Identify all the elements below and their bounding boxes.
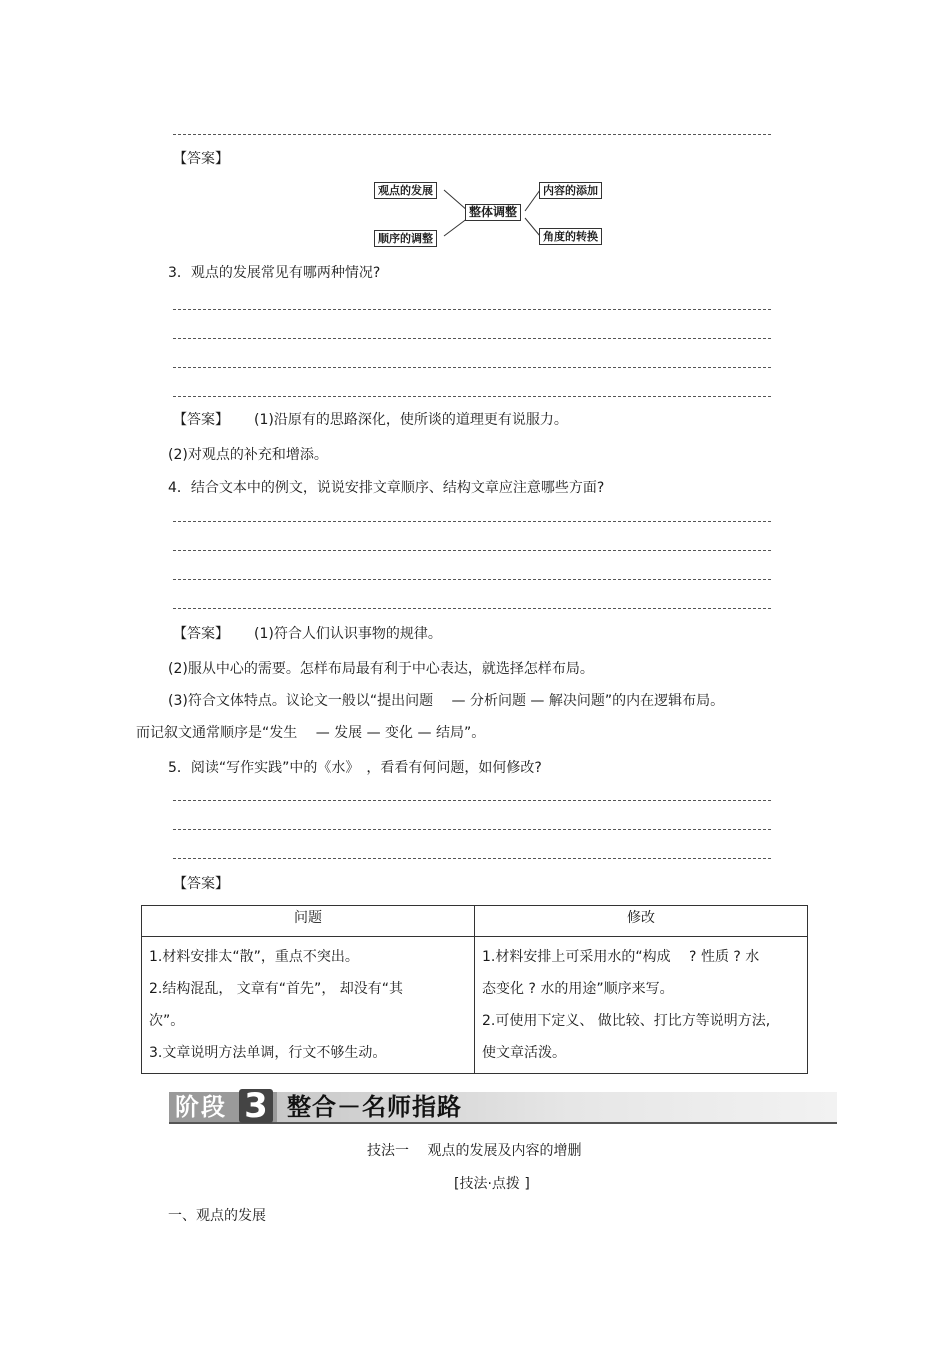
q4-answer-1: (1)符合人们认识事物的规律。 — [254, 626, 442, 642]
table-line: 态变化 ? 水的用途”顺序来写。 — [482, 981, 674, 997]
answer-line — [173, 608, 771, 609]
answer-table — [141, 905, 808, 1074]
answer-line — [173, 367, 771, 368]
answer-line — [173, 550, 771, 551]
table-line: 次”。 — [149, 1013, 185, 1029]
table-line: 1.材料安排上可采用水的“构成 ? 性质 ? 水 — [482, 949, 760, 965]
banner-stage-label: 阶段 — [175, 1093, 227, 1121]
table-row — [142, 937, 808, 1074]
technique-tip: [技法·点拨 ] — [454, 1176, 530, 1192]
diagram-node-top-right: 内容的添加 — [539, 182, 602, 199]
answer-line — [173, 579, 771, 580]
diagram-node-bottom-right: 角度的转换 — [539, 228, 602, 245]
question-5: 5．阅读“写作实践”中的《水》 ，看看有何问题，如何修改? — [168, 760, 542, 776]
answer-line — [173, 134, 771, 135]
q4-answer-2: (2)服从中心的需要。怎样布局最有利于中心表达，就选择怎样布局。 — [168, 661, 594, 677]
answer-line — [173, 396, 771, 397]
question-4: 4．结合文本中的例文，说说安排文章顺序、结构文章应注意哪些方面? — [168, 480, 605, 496]
answer-label: 【答案】 — [173, 876, 229, 892]
diagram-node-bottom-left: 顺序的调整 — [374, 230, 437, 247]
answer-line — [173, 309, 771, 310]
q4-answer-3-cont: 而记叙文通常顺序是“发生 — 发展 — 变化 — 结局”。 — [136, 725, 486, 741]
section-heading: 一、观点的发展 — [168, 1208, 266, 1224]
q3-answer-1: (1)沿原有的思路深化，使所谈的道理更有说服力。 — [254, 412, 568, 428]
technique-title: 技法一 观点的发展及内容的增删 — [367, 1143, 582, 1159]
stage-banner — [169, 1086, 837, 1126]
answer-label: 【答案】 — [173, 151, 229, 167]
q4-answer-3: (3)符合文体特点。议论文一般以“提出问题 — 分析问题 — 解决问题”的内在逻辑布局。 — [168, 693, 725, 709]
answer-line — [173, 521, 771, 522]
table-header-problem: 问题 — [142, 906, 475, 937]
table-line: 1.材料安排太“散”，重点不突出。 — [149, 949, 359, 965]
banner-stage-number: 3 — [239, 1089, 273, 1123]
answer-line — [173, 829, 771, 830]
table-header-row — [142, 906, 808, 937]
table-header-fix: 修改 — [475, 906, 808, 937]
question-3: 3．观点的发展常见有哪两种情况? — [168, 265, 381, 281]
table-line: 2.结构混乱， 文章有“首先”， 却没有“其 — [149, 981, 404, 997]
answer-line — [173, 338, 771, 339]
banner-title: 整合－名师指路 — [287, 1093, 462, 1121]
diagram-node-center: 整体调整 — [465, 204, 521, 221]
table-cell-fixes — [475, 937, 808, 1074]
answer-line — [173, 858, 771, 859]
table-line: 使文章活泼。 — [482, 1045, 566, 1061]
answer-label: 【答案】 — [173, 412, 229, 428]
q3-answer-2: (2)对观点的补充和增添。 — [168, 447, 328, 463]
table-cell-problems — [142, 937, 475, 1074]
table-line: 3.文章说明方法单调，行文不够生动。 — [149, 1045, 387, 1061]
diagram-node-top-left: 观点的发展 — [374, 182, 437, 199]
answer-line — [173, 800, 771, 801]
answer-label: 【答案】 — [173, 626, 229, 642]
table-line: 2.可使用下定义、 做比较、打比方等说明方法, — [482, 1013, 771, 1029]
